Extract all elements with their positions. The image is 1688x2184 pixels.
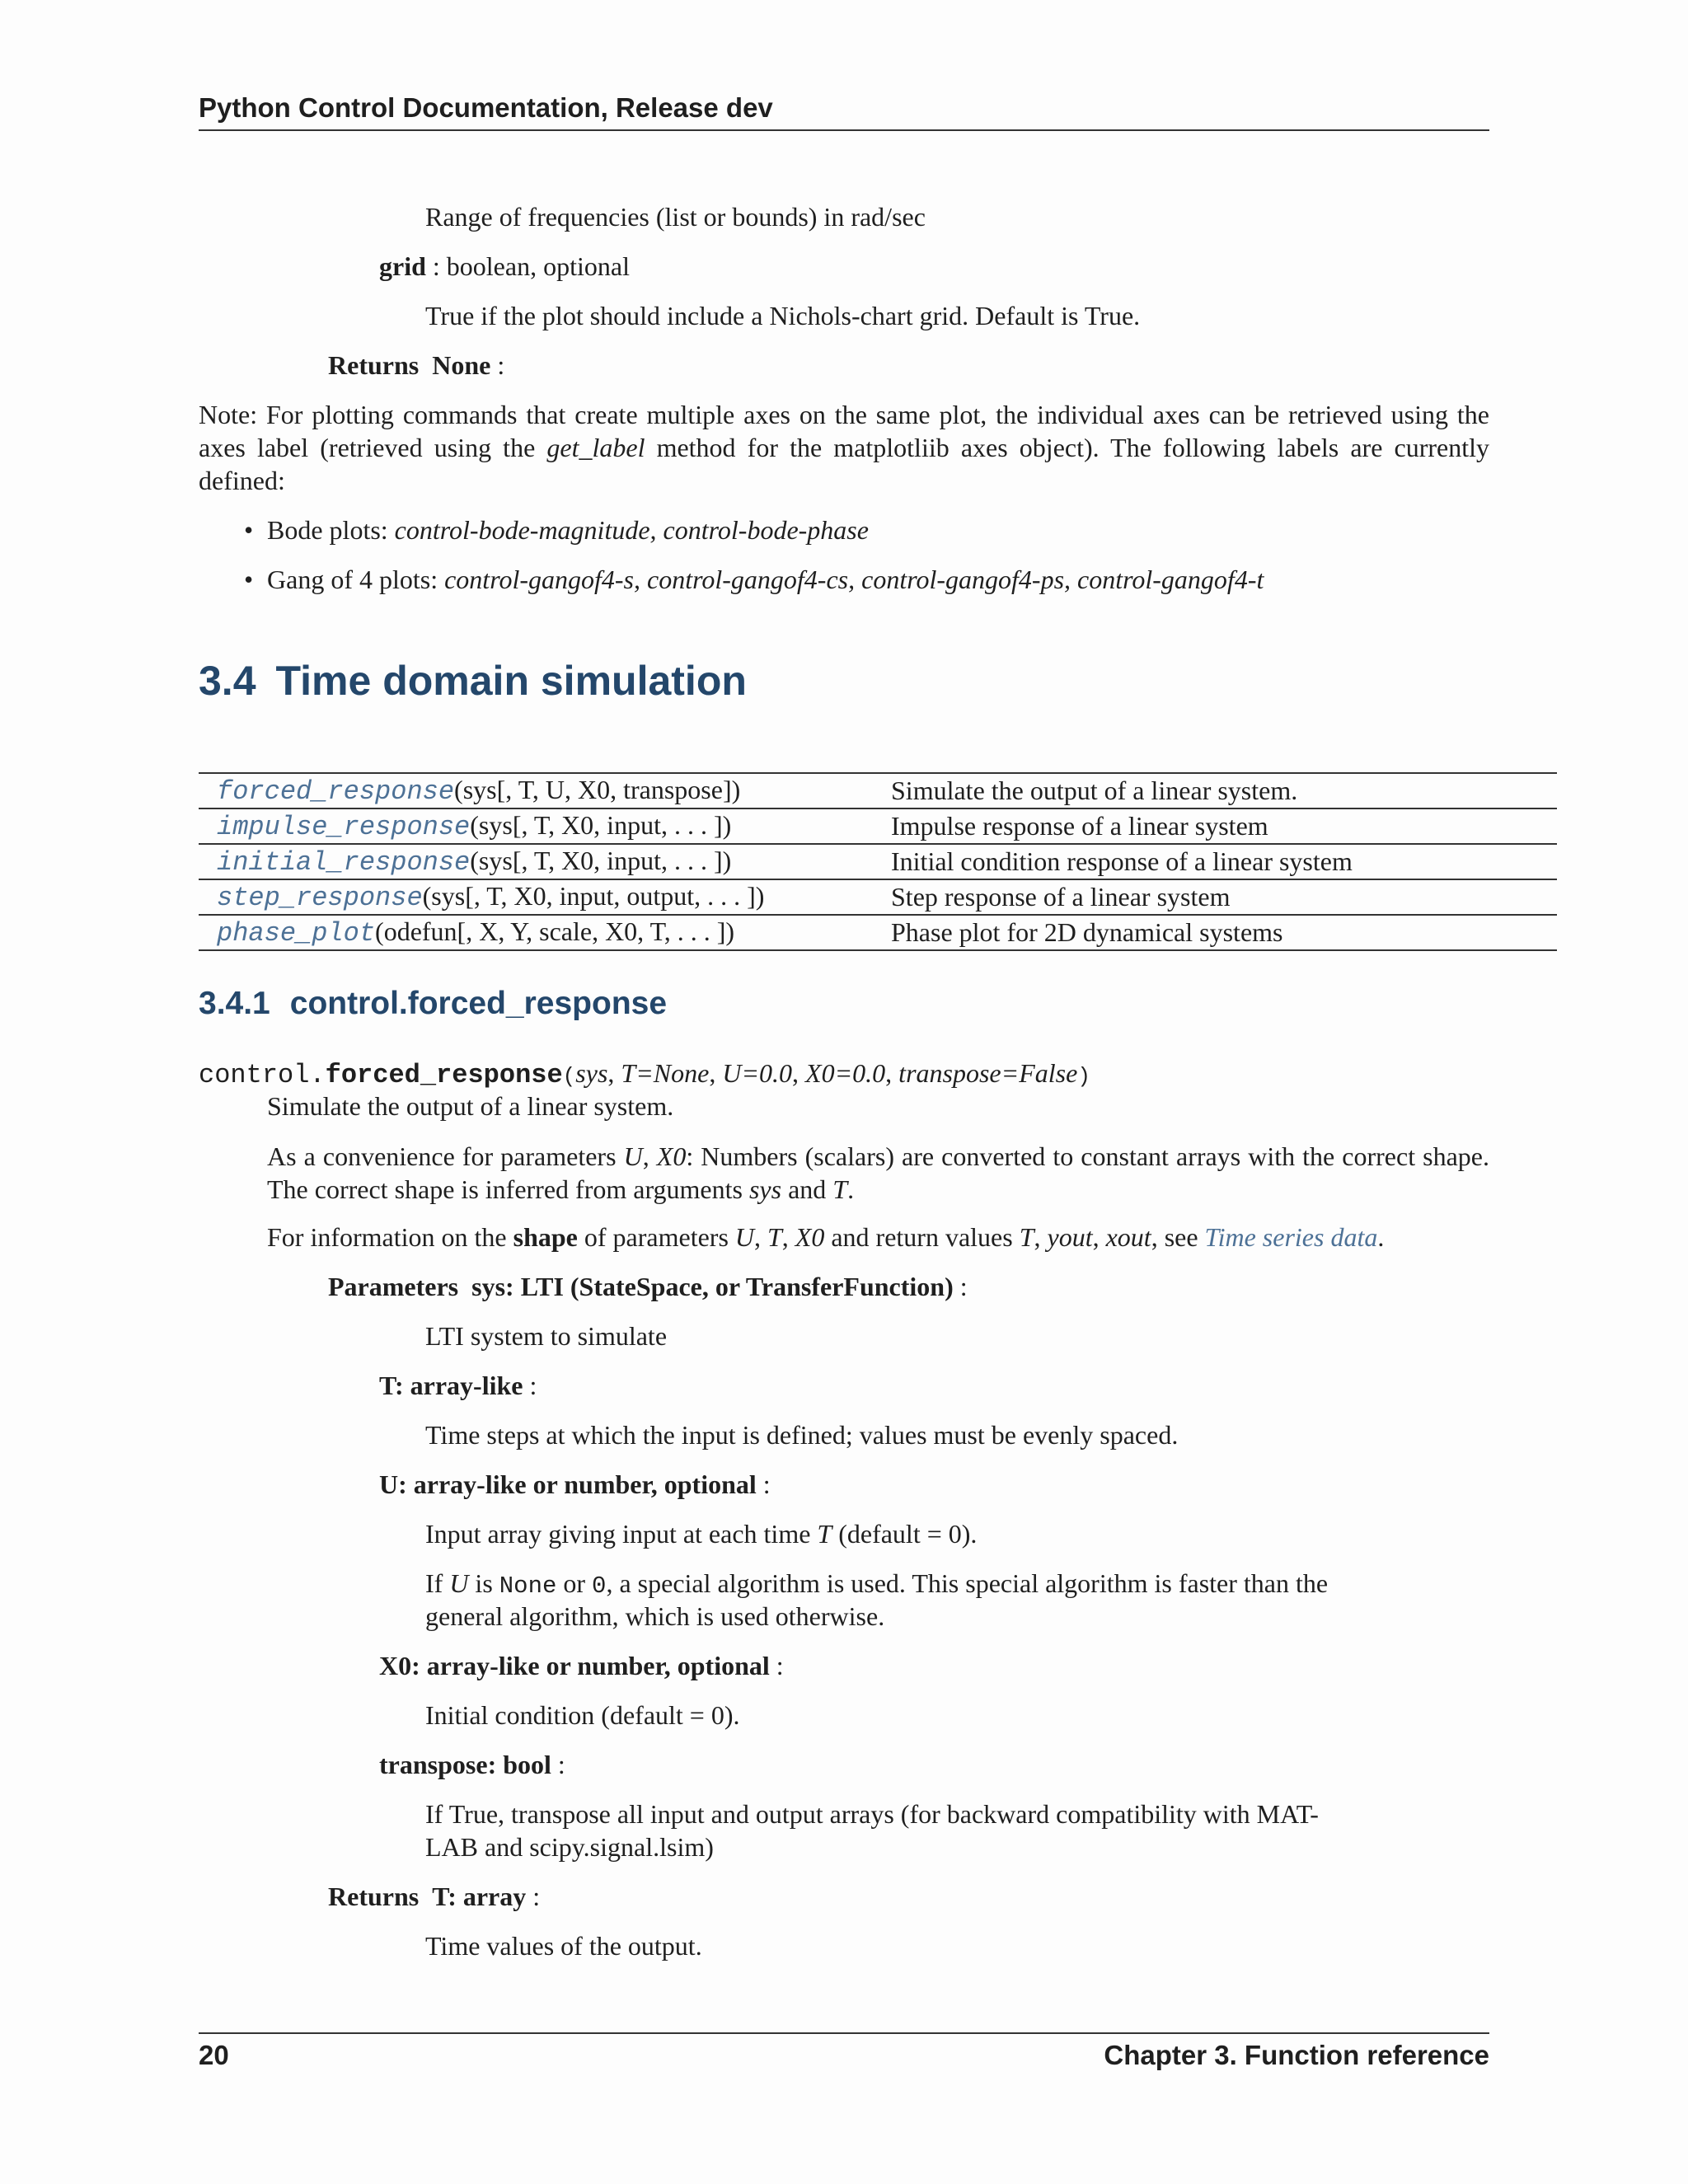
func-desc: Simulate the output of a linear system. — [891, 773, 1557, 808]
bullet-icon: • — [244, 565, 254, 594]
running-header: Python Control Documentation, Release dev — [199, 92, 773, 123]
sig-name: forced_response — [325, 1060, 563, 1090]
parameters-label: Parameters — [328, 1272, 459, 1301]
page-number: 20 — [199, 2040, 229, 2070]
phase-plot-link[interactable]: phase_plot — [217, 918, 376, 949]
returns-label: Returns — [328, 350, 420, 380]
grid-param — [379, 251, 630, 282]
param-colon: : — [551, 1750, 565, 1779]
param-desc-transpose-2: LAB and scipy.signal.lsim) — [425, 1832, 714, 1862]
returns-label: Returns — [328, 1882, 420, 1911]
u-if-none: None — [499, 1572, 557, 1600]
conv-sep: , — [642, 1141, 657, 1171]
param-name-transpose: transpose: bool — [379, 1750, 551, 1779]
subsection-heading — [199, 986, 667, 1022]
u-if-text: or — [556, 1568, 593, 1598]
note-method: get_label — [546, 433, 645, 462]
shape-text: . — [1377, 1222, 1385, 1252]
param-desc-x0: Initial condition (default = 0). — [425, 1700, 740, 1730]
section-heading — [199, 657, 747, 705]
initial-response-link[interactable]: initial_response — [217, 847, 471, 878]
bullet-prefix: Bode plots: — [267, 515, 395, 545]
u-if-zero: 0 — [592, 1572, 607, 1600]
conv-t: T — [832, 1174, 848, 1204]
bullet-prefix: Gang of 4 plots: — [267, 565, 445, 594]
return-name-t: T: array — [432, 1882, 527, 1911]
function-signature — [199, 1058, 1090, 1090]
table-row — [199, 915, 1557, 950]
param-desc-t: Time steps at which the input is defined; values must be evenly spaced. — [425, 1420, 1179, 1450]
u-if-text: If — [425, 1568, 450, 1598]
u-desc-var: T — [817, 1519, 832, 1549]
sig-param: transpose=False — [898, 1058, 1078, 1088]
func-desc: Phase plot for 2D dynamical systems — [891, 915, 1557, 950]
conv-text: : Numbers (scalars) are converted to constant arrays with the correct shape. The correct shape is inferred from arguments — [267, 1141, 1490, 1204]
conv-sys: sys — [748, 1174, 782, 1204]
sig-sep: , — [792, 1058, 806, 1088]
u-if-text: is — [468, 1568, 499, 1598]
time-series-data-link[interactable]: Time series data — [1204, 1222, 1378, 1252]
shape-text: and return values — [824, 1222, 1020, 1252]
shape-var: T — [1019, 1222, 1034, 1252]
func-args: (sys[, T, X0, input, . . . ]) — [470, 810, 732, 840]
table-row — [199, 808, 1557, 844]
param-u — [379, 1469, 771, 1500]
param-name-x0: X0: array-like or number, optional — [379, 1651, 770, 1680]
param-x0 — [379, 1651, 784, 1681]
conv-x0: X0 — [656, 1141, 687, 1171]
table-row — [199, 773, 1557, 808]
u-desc-text: (default = 0). — [832, 1519, 978, 1549]
header-rule — [199, 129, 1489, 131]
forced-response-link[interactable]: forced_response — [217, 776, 455, 807]
grid-description: True if the plot should include a Nichols-chart grid. Default is True. — [425, 301, 1141, 330]
sig-sep: , — [607, 1058, 621, 1088]
chapter-title: Chapter 3. Function reference — [1104, 2040, 1489, 2070]
parameters-label-line — [328, 1272, 968, 1302]
shape-var: X0 — [795, 1222, 825, 1252]
doc-summary: Simulate the output of a linear system. — [267, 1091, 674, 1121]
table-row — [199, 879, 1557, 915]
bullet-icon: • — [244, 515, 254, 545]
func-args: (sys[, T, X0, input, output, . . . ]) — [422, 881, 765, 911]
u-if-text: , a special algorithm is used. This special algorithm is faster than the — [606, 1568, 1329, 1598]
subsection-title: control.forced_response — [289, 986, 668, 1021]
param-name-t: T: array-like — [379, 1371, 523, 1400]
sig-param: U=0.0 — [722, 1058, 793, 1088]
shape-var: U — [734, 1222, 754, 1252]
shape-paragraph: For information on the shape of parameters U, T, X0 and return values T, yout, xout, see Time series data. — [267, 1222, 1385, 1252]
function-summary-table — [199, 772, 1557, 951]
param-colon: : — [953, 1272, 968, 1301]
shape-text: of parameters — [577, 1222, 735, 1252]
param-transpose — [379, 1750, 565, 1780]
param-u-special — [425, 1568, 1328, 1600]
sig-close-paren: ) — [1077, 1064, 1090, 1089]
omega-description: Range of frequencies (list or bounds) in rad/sec — [425, 202, 926, 232]
param-desc-transpose-1: If True, transpose all input and output arrays (for backward compatibility with MAT- — [425, 1799, 1319, 1829]
param-desc-u — [425, 1519, 977, 1549]
note-paragraph — [199, 398, 1489, 497]
shape-text: For information on the — [267, 1222, 513, 1252]
note-text-b: method for the matplotliib axes object). The following labels are currently defined: — [199, 433, 1490, 495]
convenience-paragraph — [267, 1140, 1489, 1206]
param-colon: : — [526, 1882, 541, 1911]
returns-value: None — [432, 350, 491, 380]
footer-rule — [199, 2032, 1489, 2034]
sig-module: control. — [199, 1060, 326, 1090]
shape-text: , see — [1151, 1222, 1205, 1252]
sig-param: X0=0.0 — [805, 1058, 886, 1088]
conv-text: As a convenience for parameters — [267, 1141, 624, 1171]
shape-var: yout — [1047, 1222, 1093, 1252]
sig-param: sys — [575, 1058, 608, 1088]
func-desc: Step response of a linear system — [891, 879, 1557, 915]
param-colon: : — [769, 1651, 784, 1680]
returns-colon: : — [490, 350, 505, 380]
sig-sep: , — [709, 1058, 723, 1088]
return-desc-t: Time values of the output. — [425, 1931, 702, 1961]
step-response-link[interactable]: step_response — [217, 883, 423, 913]
shape-bold: shape — [513, 1222, 578, 1252]
func-desc: Initial condition response of a linear system — [891, 844, 1557, 879]
param-desc-sys: LTI system to simulate — [425, 1321, 668, 1351]
shape-var: xout — [1105, 1222, 1151, 1252]
u-desc-text: Input array giving input at each time — [425, 1519, 818, 1549]
param-colon: : — [756, 1469, 771, 1499]
subsection-number: 3.4.1 — [199, 986, 270, 1021]
param-colon: : — [523, 1371, 537, 1400]
section-title: Time domain simulation — [275, 658, 747, 704]
conv-text: . — [847, 1174, 855, 1204]
shape-var: T — [767, 1222, 782, 1252]
bullet-items: control-bode-magnitude, control-bode-phase — [394, 515, 869, 545]
func-desc: Impulse response of a linear system — [891, 808, 1557, 844]
param-u-special-line2: general algorithm, which is used otherwise. — [425, 1601, 885, 1631]
func-args: (sys[, T, U, X0, transpose]) — [454, 775, 741, 804]
param-name-u: U: array-like or number, optional — [379, 1469, 757, 1499]
u-if-var: U — [449, 1568, 469, 1598]
prev-returns — [328, 350, 504, 381]
note-text-a: Note: For plotting commands that create multiple axes on the same plot, the individual axes can be retrieved using the axes label (retrieved using the — [199, 400, 1489, 462]
param-t — [379, 1371, 537, 1401]
grid-param-name: grid — [379, 251, 426, 281]
grid-param-type: : boolean, optional — [425, 251, 630, 281]
func-args: (sys[, T, X0, input, . . . ]) — [470, 846, 732, 875]
section-number: 3.4 — [199, 658, 256, 704]
sig-sep: , — [885, 1058, 899, 1088]
param-name-sys: sys: LTI (StateSpace, or TransferFunction) — [471, 1272, 954, 1301]
conv-text: and — [781, 1174, 833, 1204]
sig-param: T=None — [621, 1058, 710, 1088]
bullet-items: control-gangof4-s, control-gangof4-cs, control-gangof4-ps, control-gangof4-t — [444, 565, 1264, 594]
func-args: (odefun[, X, Y, scale, X0, T, . . . ]) — [375, 916, 735, 946]
conv-u: U — [623, 1141, 643, 1171]
impulse-response-link[interactable]: impulse_response — [217, 812, 471, 842]
table-row — [199, 844, 1557, 879]
returns-line — [328, 1882, 540, 1912]
sig-open-paren: ( — [562, 1064, 576, 1089]
